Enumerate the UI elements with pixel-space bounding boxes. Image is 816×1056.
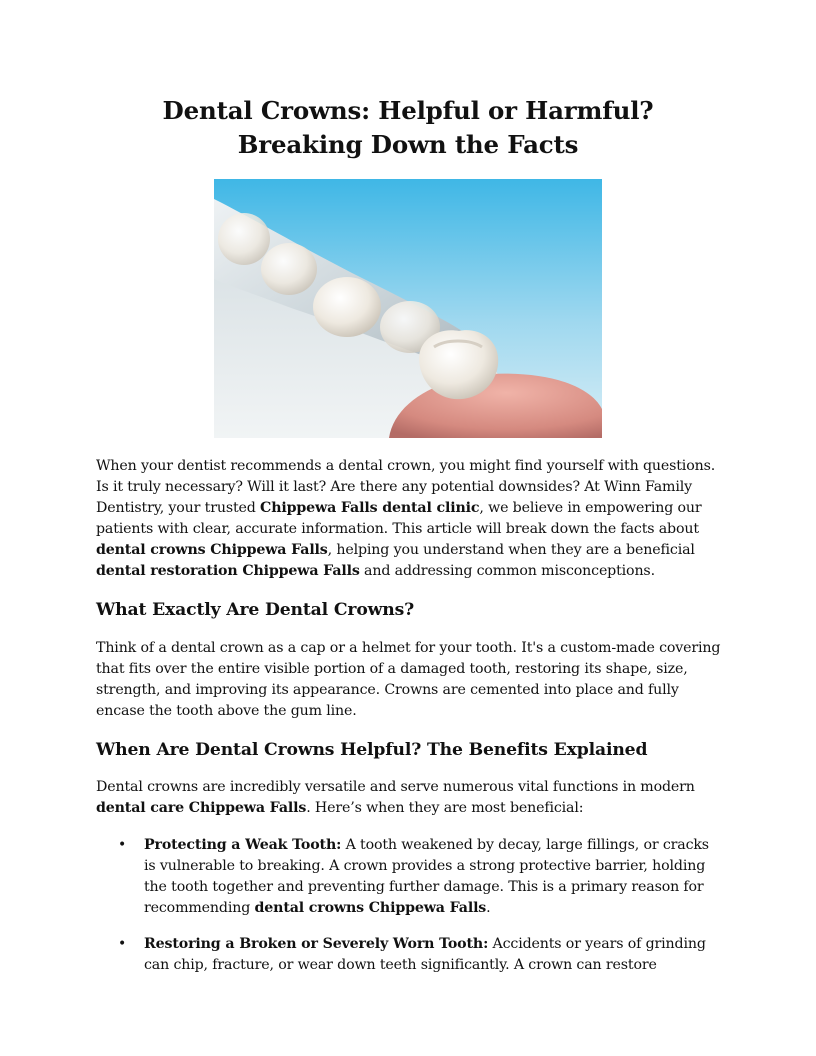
intro-bold-1: Chippewa Falls dental clinic (260, 500, 480, 516)
title-line-2: Breaking Down the Facts (237, 130, 579, 159)
when-helpful-paragraph (96, 777, 722, 819)
intro-text-4: and addressing common misconceptions. (359, 563, 655, 579)
when-bold-1: dental care Chippewa Falls (96, 800, 307, 816)
dental-crown-photo (214, 179, 602, 438)
when-text-1: Dental crowns are incredibly versatile and serve numerous vital functions in modern (96, 779, 695, 795)
intro-text-2: , we believe in empowering our patients with clear, accurate information. This article will break down the facts about (96, 500, 702, 537)
benefits-list (96, 835, 722, 976)
bullet-label: Protecting a Weak Tooth: (144, 837, 342, 853)
bullet-icon: • (118, 936, 127, 952)
when-text-2: . Here’s when they are most beneficial: (306, 800, 584, 816)
title-line-1: Dental Crowns: Helpful or Harmful? (162, 96, 654, 125)
bullet-label: Restoring a Broken or Severely Worn Tooth: (144, 936, 489, 952)
intro-text-1: When your dentist recommends a dental crown, you might find yourself with questions. Is it truly necessary? Will it last? Are there any potential downsides? At Winn Family Dentistry, your trusted (96, 458, 716, 516)
bullet-icon: • (118, 837, 127, 853)
heading-what-are-crowns: What Exactly Are Dental Crowns? (96, 600, 415, 620)
bullet-text: A tooth weakened by decay, large fillings, or cracks is vulnerable to breaking. A crown provides a strong protective barrier, holding the tooth together and preventing further damage. This is a primary reason for recommending (144, 837, 709, 916)
list-item (96, 835, 722, 919)
list-item (96, 934, 722, 976)
article-body (96, 456, 722, 991)
intro-paragraph (96, 456, 722, 582)
intro-bold-2: dental crowns Chippewa Falls (96, 542, 328, 558)
bullet-bold: dental crowns Chippewa Falls (254, 900, 487, 916)
document-title (0, 94, 816, 162)
bullet-text-end: . (486, 900, 491, 916)
intro-bold-3: dental restoration Chippewa Falls (96, 563, 360, 579)
what-are-crowns-paragraph: Think of a dental crown as a cap or a helmet for your tooth. It's a custom-made covering that fits over the entire visible portion of a damaged tooth, restoring its shape, size, strength, and improving its appearance. Crowns are cemented into place and fully encase the tooth above the gum line. (96, 640, 721, 719)
intro-text-3: , helping you understand when they are a beneficial (327, 542, 695, 558)
heading-when-helpful: When Are Dental Crowns Helpful? The Benefits Explained (96, 740, 648, 760)
bullet-text: Accidents or years of grinding can chip, fracture, or wear down teeth significantly. A crown can restore (144, 936, 706, 973)
